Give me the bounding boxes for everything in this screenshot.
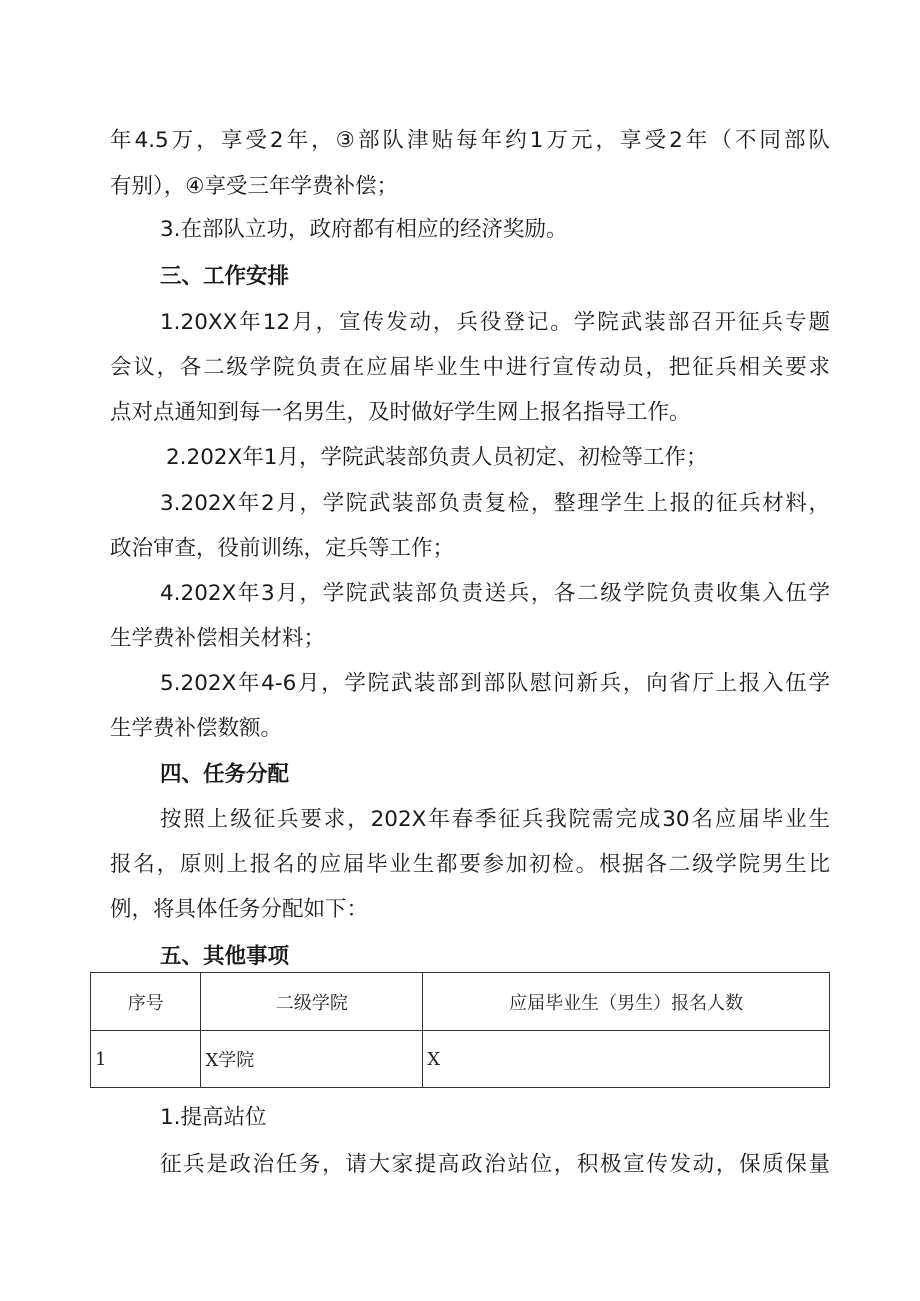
paragraph-line: 按照上级征兵要求，202X年春季征兵我院需完成30名应届毕业生 bbox=[160, 807, 830, 832]
paragraph-line: 4.202X年3月，学院武装部负责送兵，各二级学院负责收集入伍学 bbox=[160, 581, 830, 606]
table-cell: X学院 bbox=[201, 1031, 423, 1088]
paragraph-line: 3.在部队立功，政府都有相应的经济奖励。 bbox=[160, 217, 568, 242]
paragraph-line: 1.提高站位 bbox=[160, 1105, 267, 1130]
section-heading-3: 三、工作安排 bbox=[160, 264, 290, 289]
paragraph-line: 例，将具体任务分配如下： bbox=[110, 897, 369, 922]
task-allocation-table bbox=[90, 972, 830, 1088]
paragraph-line: 有别），④享受三年学费补偿； bbox=[110, 174, 399, 199]
section-heading-5: 五、其他事项 bbox=[160, 944, 290, 969]
paragraph-line: 2.202X年1月，学院武装部负责人员初定、初检等工作； bbox=[166, 445, 708, 470]
paragraph-line: 3.202X年2月，学院武装部负责复检，整理学生上报的征兵材料， bbox=[160, 491, 830, 516]
table-header-cell: 二级学院 bbox=[201, 973, 423, 1031]
table-header-row bbox=[91, 973, 830, 1031]
table-cell: 1 bbox=[91, 1031, 201, 1088]
table-row bbox=[91, 1031, 830, 1088]
paragraph-line: 点对点通知到每一名男生，及时做好学生网上报名指导工作。 bbox=[110, 400, 691, 425]
paragraph-line: 生学费补偿数额。 bbox=[110, 716, 283, 741]
paragraph-line: 1.20XX年12月，宣传发动，兵役登记。学院武装部召开征兵专题 bbox=[160, 310, 830, 335]
table-cell: X bbox=[423, 1031, 830, 1088]
paragraph-line: 生学费补偿相关材料； bbox=[110, 626, 326, 651]
table-header-cell: 序号 bbox=[91, 973, 201, 1031]
paragraph-line: 征兵是政治任务，请大家提高政治站位，积极宣传发动，保质保量 bbox=[160, 1152, 830, 1177]
paragraph-line: 年4.5万，享受2年，③部队津贴每年约1万元，享受2年（不同部队 bbox=[110, 128, 830, 153]
paragraph-line: 政治审查，役前训练，定兵等工作； bbox=[110, 536, 455, 561]
section-heading-4: 四、任务分配 bbox=[160, 762, 290, 787]
table-header-cell: 应届毕业生（男生）报名人数 bbox=[423, 973, 830, 1031]
paragraph-line: 会议，各二级学院负责在应届毕业生中进行宣传动员，把征兵相关要求 bbox=[110, 355, 830, 380]
paragraph-line: 5.202X年4-6月，学院武装部到部队慰问新兵，向省厅上报入伍学 bbox=[160, 671, 830, 696]
paragraph-line: 报名，原则上报名的应届毕业生都要参加初检。根据各二级学院男生比 bbox=[110, 852, 830, 877]
